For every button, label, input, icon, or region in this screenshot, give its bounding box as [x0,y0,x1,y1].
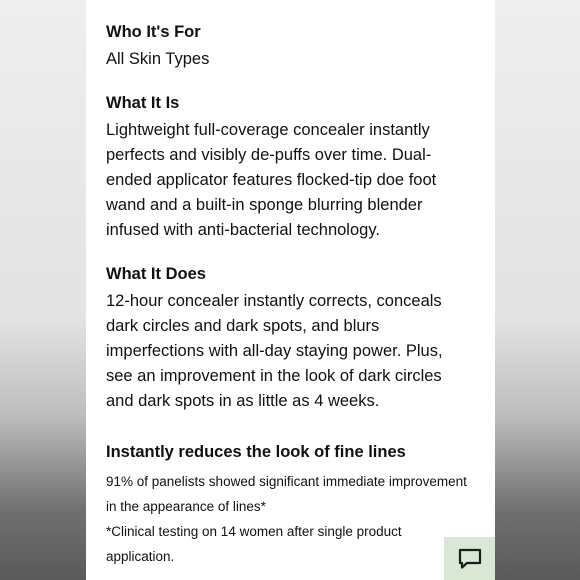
claim-line: 91% of panelists showed significant immediate improvement [106,474,467,489]
chat-icon [458,548,482,570]
what-it-is-heading: What It Is [106,94,180,112]
who-its-for-value: All Skin Types [106,50,210,68]
what-it-does-line: see an improvement in the look of dark circles [106,367,442,385]
claim-line: in the appearance of lines* [106,499,266,514]
background-left [0,0,86,580]
claim-footnote-line: *Clinical testing on 14 women after single product [106,524,402,539]
what-it-is-line: ended applicator features flocked-tip doe foot [106,171,437,189]
claim-text [106,469,481,569]
who-its-for-heading: Who It's For [106,23,201,41]
what-it-is-line: wand and a built-in sponge blurring blender [106,196,423,214]
claim-heading: Instantly reduces the look of fine lines [106,443,406,461]
what-it-does-line: 12-hour concealer instantly corrects, conceals [106,292,442,310]
what-it-does-line: and dark spots in as little as 4 weeks. [106,392,380,410]
what-it-does-text [106,289,466,414]
what-it-does-heading: What It Does [106,265,206,283]
who-its-for-text [106,47,466,72]
claim-footnote-line: application. [106,549,175,564]
background-right [495,0,580,580]
what-it-is-text [106,118,466,243]
chat-button[interactable] [444,537,495,580]
what-it-does-line: dark circles and dark spots, and blurs [106,317,380,335]
product-details-panel[interactable] [86,0,495,580]
what-it-is-line: perfects and visibly de-puffs over time. Dual- [106,146,432,164]
what-it-does-line: imperfections with all-day staying power. Plus, [106,342,443,360]
what-it-is-line: infused with anti-bacterial technology. [106,221,380,239]
what-it-is-line: Lightweight full-coverage concealer instantly [106,121,430,139]
